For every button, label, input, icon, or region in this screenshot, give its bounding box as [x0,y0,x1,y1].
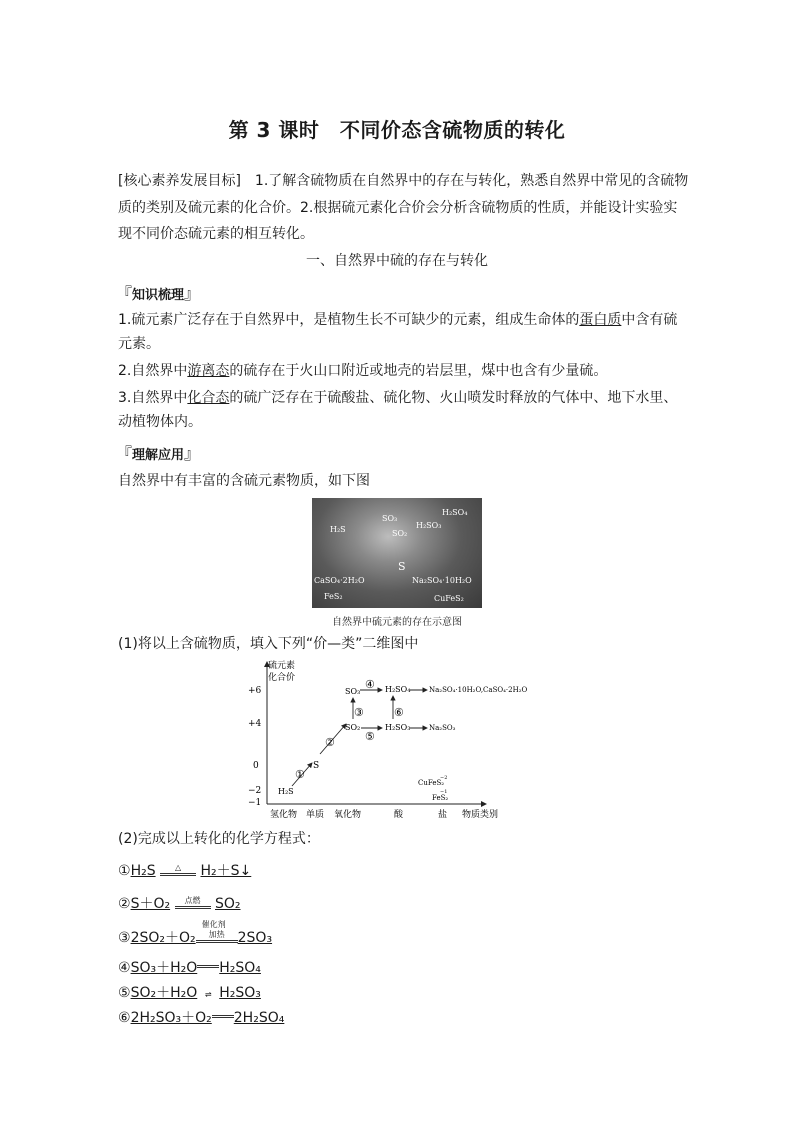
section-heading: 一、自然界中硫的存在与转化 [306,253,488,269]
node-sulfate-salts: Na₂SO₄·10H₂O,CaSO₄·2H₂O [429,686,528,694]
tag-application-label: 理解应用 [132,448,185,463]
photo-label-so2: SO₂ [392,529,408,538]
question-2: (2)完成以上转化的化学方程式： [118,831,320,847]
node-s: S [313,761,320,771]
y-tick-0: 0 [253,761,259,771]
photo-label-h2so4: H₂SO₄ [442,508,468,517]
photo-label-fes2: FeS₂ [324,592,343,601]
y-tick-plus6: +6 [248,686,262,696]
photo-label-cufes2: CuFeS₂ [434,594,464,603]
y-axis-label-1: 硫元素 [268,661,296,671]
intro-text: 自然界中有丰富的含硫元素物质，如下图 [118,473,370,489]
goals-line-1: [核心素养发展目标] 1.了解含硫物质在自然界中的存在与转化，熟悉自然界中常见的含硫物 [118,173,689,189]
question-1: (1)将以上含硫物质，填入下列“价—类”二维图中 [118,636,419,652]
x-tick-oxide: 氧化物 [334,810,362,820]
condition-heat: △ [160,863,196,876]
photo-label-so3: SO₃ [382,514,398,523]
y-axis-label-2: 化合价 [268,673,296,683]
step-label-4: ④ [365,678,375,691]
step-label-5: ⑤ [365,730,375,743]
x-tick-element: 单质 [306,810,325,820]
tag-knowledge: 『知识梳理』 [116,284,201,303]
image-caption: 自然界中硫元素的存在示意图 [332,617,462,628]
goals-line-2: 质的类别及硫元素的化合价。2.根据硫元素化合价会分析含硫物质的性质，并能设计实验实 [118,200,678,216]
tag-application: 『理解应用』 [116,444,201,463]
node-h2so3: H₂SO₃ [385,723,411,732]
node-fes2: FeS₂ [432,794,449,802]
node-h2so4: H₂SO₄ [385,685,411,694]
node-cufes2: CuFeS₂ [418,779,445,787]
step-label-6: ⑥ [394,706,404,719]
knowledge-line-1: 1.硫元素广泛存在于自然界中，是植物生长不可缺少的元素，组成生命体的蛋白质中含有硫 [118,312,678,328]
photo-label-h2so3: H₂SO₃ [416,521,442,530]
node-na2so3: Na₂SO₃ [429,724,456,732]
blank-combined-state: 化合态 [187,390,230,406]
knowledge-line-3: 3.自然界中化合态的硫广泛存在于硫酸盐、硫化物、火山喷发时释放的气体中、地下水里、 [118,390,678,406]
y-tick-minus1: −1 [248,798,262,808]
condition-ignite: 点燃 [175,896,211,909]
condition-catalyst: 催化剂 加热 [196,930,238,943]
fes2-valence-mark: −1 [440,789,448,795]
knowledge-line-1b: 元素。 [118,336,160,352]
x-axis-title: 物质类别 [462,810,499,820]
step-label-2: ② [325,736,335,749]
blank-free-state: 游离态 [187,363,230,379]
equation-2: ②S＋O₂ 点燃 SO₂ [118,896,241,912]
node-so2: SO₂ [345,723,361,732]
y-tick-minus2: −2 [248,786,262,796]
x-tick-salt: 盐 [438,810,448,820]
valence-class-diagram [240,656,560,826]
node-h2s: H₂S [278,787,294,796]
tag-knowledge-label: 知识梳理 [132,288,185,303]
goals-line-3: 现不同价态硫元素的相互转化。 [118,226,314,242]
photo-label-na2so4: Na₂SO₄·10H₂O [412,576,472,585]
equation-5: ⑤SO₂＋H₂O ⇌ H₂SO₃ [118,985,261,1001]
equation-6: ⑥2H₂SO₃＋O₂ 2H₂SO₄ [118,1010,285,1026]
photo-label-s: S [398,560,406,573]
cufes2-valence-mark: −2 [440,775,448,781]
x-tick-acid: 酸 [394,810,404,820]
blank-protein: 蛋白质 [579,312,622,328]
step-label-1: ① [295,768,305,781]
equation-1: ①H₂S △ H₂＋S↓ [118,863,252,879]
step-label-3: ③ [354,706,364,719]
volcano-image [312,498,482,608]
photo-label-h2s: H₂S [330,525,346,534]
knowledge-line-2: 2.自然界中游离态的硫存在于火山口附近或地壳的岩层里，煤中也含有少量硫。 [118,363,608,379]
knowledge-line-3b: 动植物体内。 [118,414,202,430]
node-so3: SO₃ [345,687,361,696]
photo-label-caso4: CaSO₄·2H₂O [314,576,365,585]
lesson-title: 第 3 课时 不同价态含硫物质的转化 [228,118,566,142]
x-tick-hydride: 氢化物 [270,810,298,820]
y-tick-plus4: +4 [248,719,262,729]
equation-3: ③2SO₂＋O₂ 催化剂 加热 2SO₃ [118,920,273,946]
equation-4: ④SO₃＋H₂O H₂SO₄ [118,960,261,976]
